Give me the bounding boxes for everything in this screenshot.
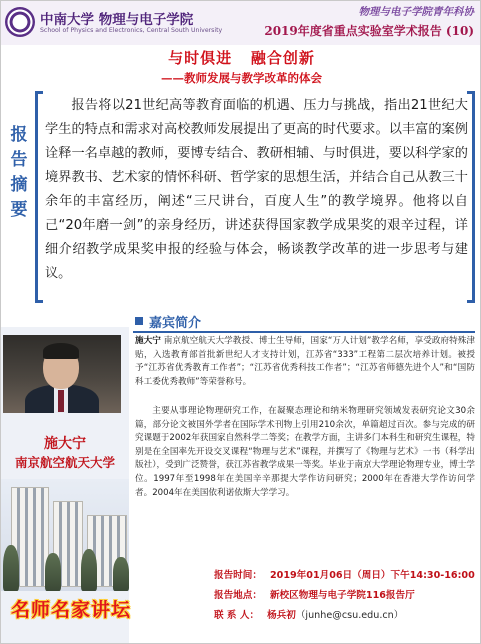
- school-name-english: School of Physics and Electronics, Central South University: [40, 27, 223, 34]
- event-place-value: 新校区物理与电子学院116报告厅: [269, 590, 415, 601]
- university-seal-icon: [5, 7, 35, 37]
- event-time-label: 报告时间：: [214, 570, 262, 581]
- lecture-series-banner: 名师名家讲坛: [11, 599, 132, 621]
- event-time: [214, 567, 475, 581]
- event-place: [214, 587, 415, 601]
- school-logo: [5, 5, 235, 41]
- event-contact-name: 杨兵初: [267, 610, 296, 621]
- abstract-label: [9, 123, 29, 273]
- series-title: 物理与电子学院青年科协: [358, 6, 474, 18]
- event-place-label: 报告地点：: [214, 590, 262, 601]
- square-bullet-icon: [135, 317, 143, 325]
- abstract-label-char: 要: [10, 200, 28, 220]
- abstract-label-char: 告: [10, 150, 28, 170]
- guest-heading-text: 嘉宾简介: [149, 316, 202, 331]
- abstract-label-char: 报: [10, 125, 28, 145]
- bracket-right: [467, 91, 475, 303]
- event-time-value: 2019年01月06日（周日）下午14:30-16:00: [269, 570, 475, 581]
- bio-paragraph-1: 南京航空航天大学教授、博士生导师，国家“万人计划”教学名师，享受政府特殊津贴，入选教育部首批新世纪人才支持计划，江苏省“333”工程第二层次培养计划。被授予“江苏省优秀教育工作者”；“江苏省优秀科技工作者”；“江苏省师德先进个人”和“国防科工委优秀教师”等荣誉称号。: [135, 336, 475, 387]
- guest-bio-intro: [135, 335, 475, 389]
- abstract-label-char: 摘: [10, 175, 28, 195]
- school-name: 中南大学 物理与电子学院: [40, 12, 194, 28]
- speaker-organization: 南京航空航天大学: [14, 455, 115, 470]
- header: [1, 1, 481, 45]
- bio-name: 施大宁: [135, 336, 161, 346]
- bio-paragraph-2: 主要从事理论物理研究工作，在凝聚态理论和纳米物理研究领域发表研究论文30余篇，部分论文被国外学者在国际学术刊物上引用210余次，单篇超过百次。参与完成的研究课题于2002年获国家自然科学二等奖；在教学方面，主讲多门本科生和研究生课程，特别是在全国率先开设交叉课程“物理与艺术”课程，并撰写了《物理与艺术》一书（科学出版社），受到广泛赞誉，获江苏省教学成果一等奖。毕业于南京大学理论物理专业，博士学位。1997年至1998年在美国辛辛那提大学作访问研究；2000年在香港大学作访问学者。2004年在美国依利诺依斯大学学习。: [135, 406, 475, 498]
- talk-title: 与时俱进 融合创新: [168, 49, 315, 67]
- speaker-photo: [3, 335, 121, 413]
- campus-building-image: [1, 479, 129, 591]
- report-number: 2019年度省重点实验室学术报告 (10): [264, 24, 474, 38]
- event-contact-label: 联 系 人：: [214, 610, 260, 621]
- guest-heading: [133, 311, 475, 333]
- event-contact-email[interactable]: （junhe@csu.edu.cn）: [295, 610, 404, 621]
- abstract-text: 报告将以21世纪高等教育面临的机遇、压力与挑战，指出21世纪大学生的特点和需求对高校教师发展提出了更高的时代要求。以丰富的案例诠释一名卓越的教师，要博专结合、教研相辅、与时俱进，要以科学家的境界教书、艺术家的情怀科研、哲学家的思想生活，并结合自己从教三十余年的丰富经历，阐述“三尺讲台，百度人生”的教学境界。他将以自己“20年磨一剑”的亲身经历，讲述获得国家教学成果奖的艰辛过程，详细介绍教学成果奖申报的经验与体会，畅谈教学改革的进一步思考与建议。: [45, 98, 468, 281]
- speaker-name: 施大宁: [44, 436, 86, 452]
- bracket-left: [35, 91, 43, 303]
- talk-subtitle: ——教师发展与教学改革的体会: [161, 71, 322, 85]
- event-contact: [214, 607, 403, 621]
